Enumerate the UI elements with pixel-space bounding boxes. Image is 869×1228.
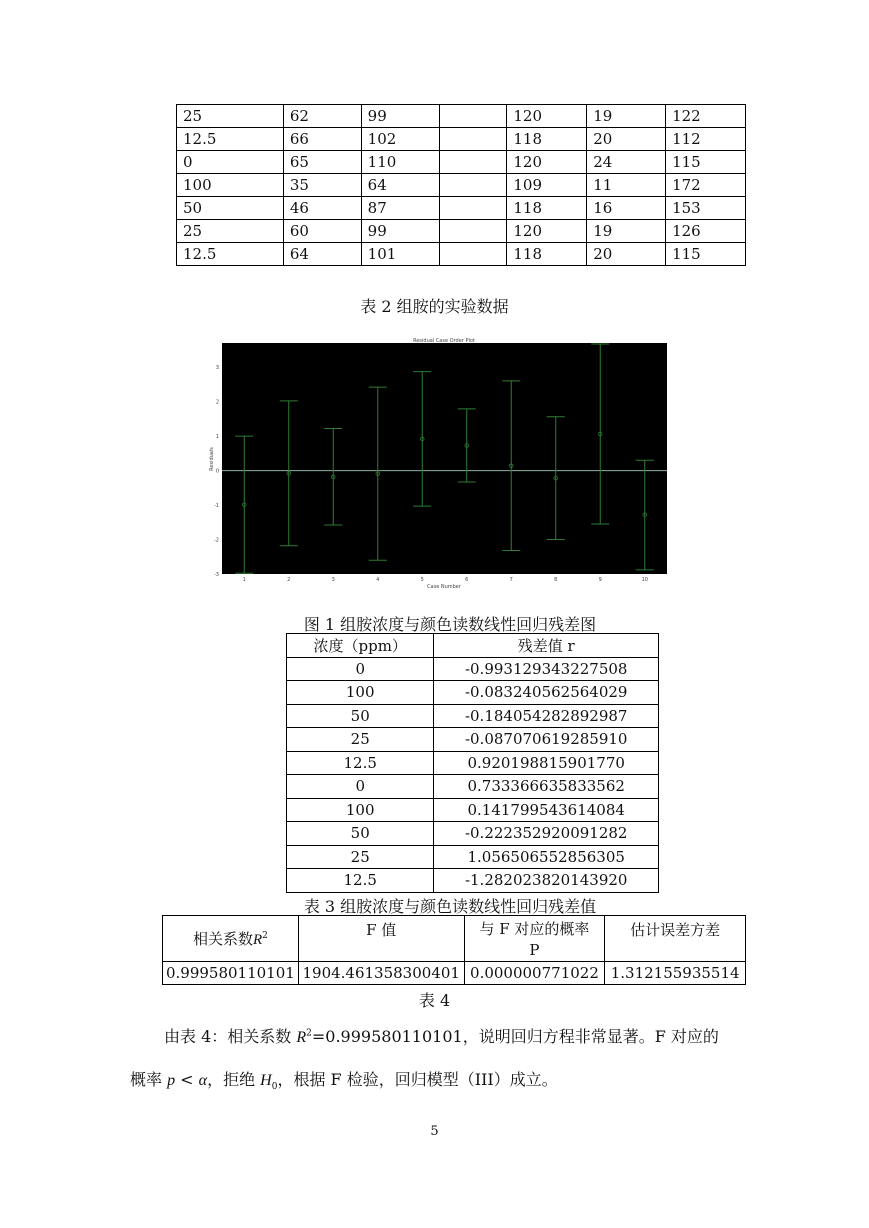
table-row [177, 151, 746, 174]
y-tick-label: 3 [215, 365, 219, 372]
table-cell: 101 [361, 243, 439, 266]
residual-values-table [286, 633, 659, 893]
table-row [287, 681, 659, 705]
table-header-row [163, 916, 746, 962]
table-cell: 120 [507, 105, 587, 128]
table-cell: 19 [587, 220, 666, 243]
concentration-cell: 12.5 [287, 869, 434, 893]
caption-table-3: 表 3 组胺浓度与颜色读数线性回归残差值 [303, 897, 597, 916]
table-cell: 50 [177, 197, 284, 220]
x-tick-label: 8 [554, 577, 558, 583]
table-cell: 110 [361, 151, 439, 174]
table-row [177, 243, 746, 266]
x-tick-label: 7 [509, 577, 513, 583]
residual-cell: -0.993129343227508 [434, 657, 659, 681]
table-row [177, 128, 746, 151]
concentration-cell: 50 [287, 704, 434, 728]
table-cell: 64 [361, 174, 439, 197]
table-row [177, 174, 746, 197]
caption-figure-1: 图 1 组胺浓度与颜色读数线性回归残差图 [303, 615, 597, 634]
x-tick-label: 10 [641, 577, 648, 583]
header-error-variance: 估计误差方差 [605, 916, 746, 962]
table-cell: 35 [283, 174, 361, 197]
table-cell: 19 [587, 105, 666, 128]
concentration-cell: 100 [287, 681, 434, 705]
table-row [287, 751, 659, 775]
paragraph-conclusion-2: 概率 p < α，拒绝 $H_0$，根据 F 检验，回归模型（III）成立。 [130, 1070, 558, 1093]
table-cell: 60 [283, 220, 361, 243]
caption-table-4: 表 4 [418, 991, 451, 1010]
table-cell: 100 [177, 174, 284, 197]
table-cell: 120 [507, 151, 587, 174]
x-tick-label: 4 [376, 577, 380, 583]
x-tick-label: 1 [242, 577, 246, 583]
table-row [287, 728, 659, 752]
table-row [287, 798, 659, 822]
table-cell: 118 [507, 243, 587, 266]
table-cell: 64 [283, 243, 361, 266]
table-cell: 118 [507, 197, 587, 220]
table-cell [439, 243, 507, 266]
table-cell: 46 [283, 197, 361, 220]
table-row [177, 105, 746, 128]
table-cell: 102 [361, 128, 439, 151]
concentration-cell: 25 [287, 728, 434, 752]
table-cell: 12.5 [177, 128, 284, 151]
y-tick-label: 0 [215, 468, 219, 475]
residual-cell: -1.282023820143920 [434, 869, 659, 893]
table-row [177, 220, 746, 243]
table-cell: 115 [666, 243, 746, 266]
x-tick-label: 3 [331, 577, 335, 583]
table-cell: 11 [587, 174, 666, 197]
header-r-squared: 相关系数$R^2$ [163, 916, 299, 962]
table-cell: 66 [283, 128, 361, 151]
table-cell [439, 197, 507, 220]
concentration-cell: 100 [287, 798, 434, 822]
residual-cell: 1.056506552856305 [434, 845, 659, 869]
header-f-value: F 值 [298, 916, 464, 962]
y-tick-label: -2 [214, 537, 219, 544]
table-cell: 109 [507, 174, 587, 197]
residual-cell: 0.920198815901770 [434, 751, 659, 775]
table-cell [439, 105, 507, 128]
x-tick-label: 9 [598, 577, 602, 583]
x-axis-label: Case Number [427, 584, 461, 590]
x-tick-label: 2 [287, 577, 291, 583]
header-residual: 残差值 r [434, 634, 659, 658]
value-p: 0.000000771022 [464, 962, 605, 985]
residual-cell: -0.184054282892987 [434, 704, 659, 728]
table-cell: 20 [587, 128, 666, 151]
table-cell [439, 220, 507, 243]
table-cell: 126 [666, 220, 746, 243]
table-cell: 62 [283, 105, 361, 128]
table-row [287, 845, 659, 869]
table-cell: 24 [587, 151, 666, 174]
table-cell: 16 [587, 197, 666, 220]
table-row [177, 197, 746, 220]
concentration-cell: 25 [287, 845, 434, 869]
table-cell: 65 [283, 151, 361, 174]
table-cell: 25 [177, 220, 284, 243]
table-cell: 12.5 [177, 243, 284, 266]
table-cell [439, 128, 507, 151]
table-cell: 120 [507, 220, 587, 243]
y-tick-label: -3 [214, 572, 219, 578]
experiment-data-table [176, 104, 746, 266]
caption-table-2: 表 2 组胺的实验数据 [360, 297, 509, 316]
table-cell: 99 [361, 105, 439, 128]
x-tick-label: 5 [420, 577, 424, 583]
table-cell: 115 [666, 151, 746, 174]
residual-cell: 0.733366635833562 [434, 775, 659, 799]
residual-case-order-plot [209, 334, 669, 592]
y-tick-label: -1 [214, 503, 219, 510]
table-cell: 172 [666, 174, 746, 197]
regression-stats-table [162, 915, 746, 985]
table-cell: 25 [177, 105, 284, 128]
table-row [287, 822, 659, 846]
value-r-squared: 0.999580110101 [163, 962, 299, 985]
table-cell: 118 [507, 128, 587, 151]
paragraph-conclusion-1: 由表 4：相关系数 $R^2=0.999580110101$，说明回归方程非常显著。F 对应的 [164, 1027, 719, 1046]
y-axis-label: Residuals [209, 447, 215, 471]
concentration-cell: 0 [287, 775, 434, 799]
residual-cell: 0.141799543614084 [434, 798, 659, 822]
table-row [287, 657, 659, 681]
table-row [163, 962, 746, 985]
table-cell: 99 [361, 220, 439, 243]
table-header-row [287, 634, 659, 658]
table-cell: 112 [666, 128, 746, 151]
concentration-cell: 0 [287, 657, 434, 681]
value-f: 1904.461358300401 [298, 962, 464, 985]
header-concentration: 浓度（ppm） [287, 634, 434, 658]
residual-cell: -0.083240562564029 [434, 681, 659, 705]
page-number: 5 [430, 1124, 439, 1139]
table-cell [439, 174, 507, 197]
chart-title: Residual Case Order Plot [413, 338, 475, 344]
table-cell: 20 [587, 243, 666, 266]
residual-cell: -0.222352920091282 [434, 822, 659, 846]
table-cell [439, 151, 507, 174]
header-p-value: 与 F 对应的概率 P [464, 916, 605, 962]
concentration-cell: 50 [287, 822, 434, 846]
table-row [287, 775, 659, 799]
value-error-variance: 1.312155935514 [605, 962, 746, 985]
table-cell: 0 [177, 151, 284, 174]
x-tick-label: 6 [465, 577, 469, 583]
table-row [287, 869, 659, 893]
y-tick-label: 1 [215, 434, 219, 441]
y-tick-label: 2 [215, 399, 219, 406]
table-row [287, 704, 659, 728]
table-cell: 87 [361, 197, 439, 220]
table-cell: 153 [666, 197, 746, 220]
residual-cell: -0.087070619285910 [434, 728, 659, 752]
concentration-cell: 12.5 [287, 751, 434, 775]
table-cell: 122 [666, 105, 746, 128]
